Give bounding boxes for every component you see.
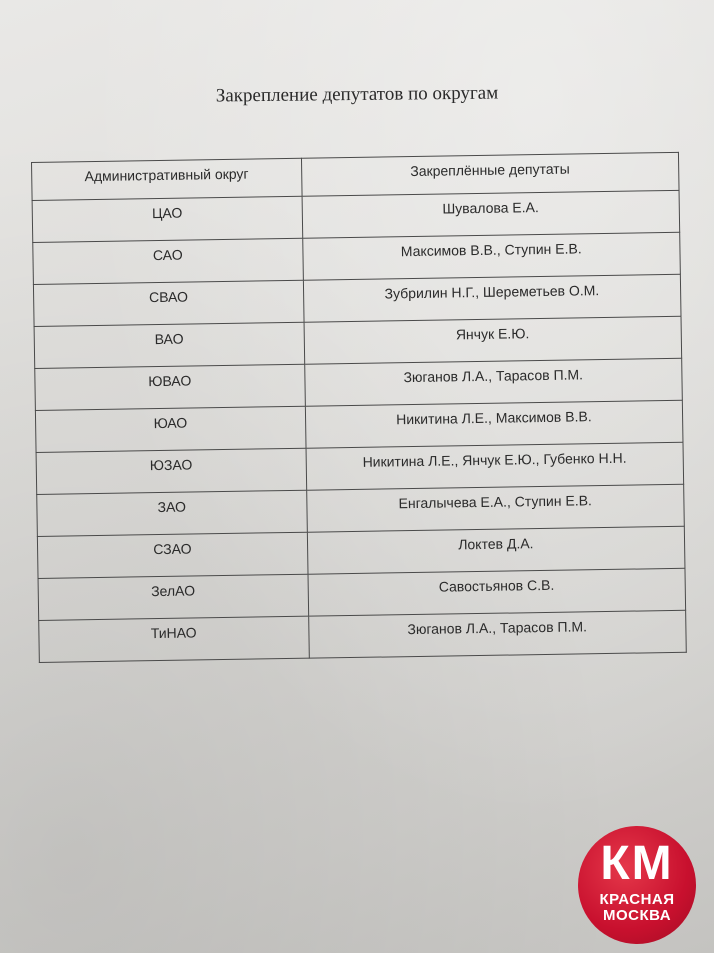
document-title: Закрепление депутатов по округам xyxy=(215,82,499,107)
deputies-cell: Максимов В.В., Ступин Е.В. xyxy=(302,232,680,280)
deputies-cell: Зюганов Л.А., Тарасов П.М. xyxy=(308,610,686,658)
deputies-cell: Никитина Л.Е., Янчук Е.Ю., Губенко Н.Н. xyxy=(306,442,684,490)
header-district: Административный округ xyxy=(32,158,302,200)
deputies-cell: Янчук Е.Ю. xyxy=(304,316,682,364)
krasnaya-moskva-logo xyxy=(578,826,696,944)
district-cell: СВАО xyxy=(33,280,303,326)
district-cell: САО xyxy=(33,238,303,284)
logo-line-2: МОСКВА xyxy=(602,907,672,924)
district-cell: ЗАО xyxy=(37,490,307,536)
district-cell: ТиНАО xyxy=(39,616,309,662)
deputies-cell: Никитина Л.Е., Максимов В.В. xyxy=(305,400,683,448)
header-deputies: Закреплённые депутаты xyxy=(301,152,679,196)
district-cell: ЮЗАО xyxy=(36,448,306,494)
logo-km-text: КМ xyxy=(600,837,674,890)
deputies-cell: Шувалова Е.А. xyxy=(302,190,680,238)
district-cell: СЗАО xyxy=(37,532,307,578)
district-cell: ЮАО xyxy=(35,406,305,452)
table-row xyxy=(39,610,687,662)
deputies-cell: Локтев Д.А. xyxy=(307,526,685,574)
district-cell: ЦАО xyxy=(32,196,302,242)
deputies-cell: Зубрилин Н.Г., Шереметьев О.М. xyxy=(303,274,681,322)
deputies-cell: Зюганов Л.А., Тарасов П.М. xyxy=(304,358,682,406)
logo-line-1: КРАСНАЯ xyxy=(599,891,675,908)
district-cell: ЗелАО xyxy=(38,574,308,620)
deputies-table-wrapper xyxy=(31,152,687,663)
deputies-table xyxy=(31,152,687,663)
district-cell: ВАО xyxy=(34,322,304,368)
deputies-cell: Енгалычева Е.А., Ступин Е.В. xyxy=(306,484,684,532)
district-cell: ЮВАО xyxy=(35,364,305,410)
deputies-cell: Савостьянов С.В. xyxy=(308,568,686,616)
